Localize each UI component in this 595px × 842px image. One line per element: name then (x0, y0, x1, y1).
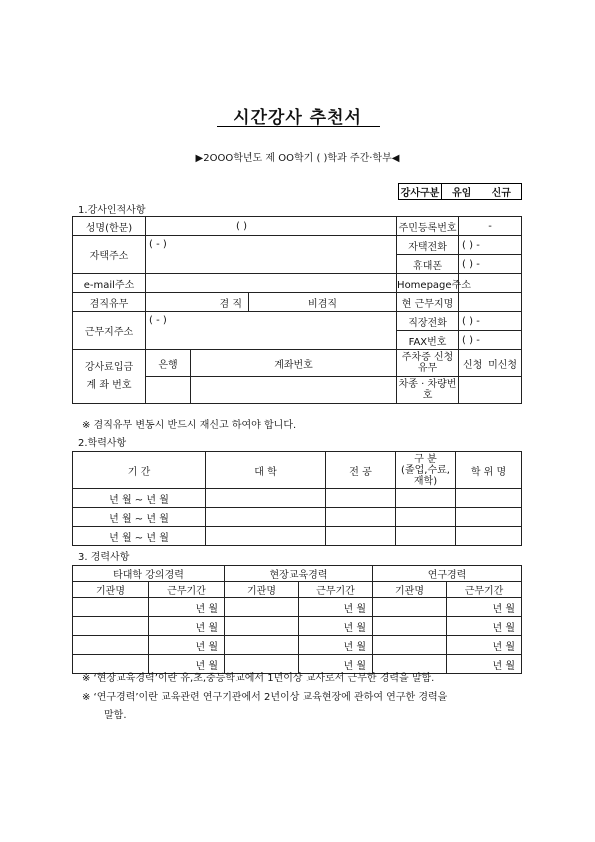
edu-header-major: 전 공 (326, 452, 396, 489)
homepage-label: Homepage주소 (397, 274, 459, 293)
research-note-line1: ※ ‘연구경력’이란 교육관련 연구기관에서 2년이상 교육현장에 관하여 연구한 경력을 (82, 692, 448, 703)
section1-heading: 1.강사인적사항 (78, 205, 146, 216)
section3-heading: 3. 경력사항 (78, 552, 130, 563)
career-period-cell[interactable]: 년 월 (299, 636, 373, 655)
edu-cell[interactable] (326, 508, 396, 527)
career-cell[interactable] (373, 636, 447, 655)
career-table (72, 565, 522, 674)
edu-cell[interactable] (206, 489, 326, 508)
career-cell[interactable] (73, 598, 149, 617)
research-note-line2: 말함. (104, 710, 127, 721)
edu-cell[interactable] (326, 527, 396, 546)
edu-period-cell[interactable]: 년 월 ~ 년 월 (73, 527, 206, 546)
career-cell[interactable] (373, 617, 447, 636)
edu-cell[interactable] (396, 489, 456, 508)
career-cell[interactable] (225, 617, 299, 636)
career-header-org: 기관명 (225, 582, 299, 598)
edu-period-cell[interactable]: 년 월 ~ 년 월 (73, 508, 206, 527)
career-header-period: 근무기간 (447, 582, 522, 598)
career-period-cell[interactable]: 년 월 (447, 617, 522, 636)
job-change-note: ※ 겸직유무 변동시 반드시 재신고 하여야 합니다. (82, 420, 297, 431)
home-address-field[interactable]: ( - ) (146, 236, 397, 274)
career-cell[interactable] (373, 598, 447, 617)
bank-label: 은행 (146, 350, 191, 377)
account-number-field[interactable] (191, 377, 397, 404)
name-label: 성명(한문) (73, 217, 146, 236)
edu-header-university: 대 학 (206, 452, 326, 489)
bank-account-label (73, 350, 146, 404)
edu-header-type-line1: 구 분 (414, 453, 437, 465)
fax-field[interactable]: ( ) - (459, 331, 522, 350)
current-workplace-label: 현 근무지명 (397, 293, 459, 312)
edu-cell[interactable] (456, 489, 522, 508)
work-tel-label: 직장전화 (397, 312, 459, 331)
work-address-label: 근무지주소 (73, 312, 146, 350)
email-label: e-mail주소 (73, 274, 146, 293)
name-field[interactable]: ( ) (146, 217, 397, 236)
edu-header-degree: 학 위 명 (456, 452, 522, 489)
work-tel-field[interactable]: ( ) - (459, 312, 522, 331)
work-address-field[interactable]: ( - ) (146, 312, 397, 350)
page-title: 시간강사 추천서 (233, 108, 362, 128)
career-header-org: 기관명 (73, 582, 149, 598)
career-period-cell[interactable]: 년 월 (149, 617, 225, 636)
career-period-cell[interactable]: 년 월 (149, 655, 225, 674)
title-underline (217, 126, 380, 127)
career-header-org: 기관명 (373, 582, 447, 598)
table-row (73, 527, 522, 546)
career-header-period: 근무기간 (299, 582, 373, 598)
type-new[interactable]: 신규 (482, 184, 522, 200)
edu-cell[interactable] (396, 527, 456, 546)
parking-not-apply-option[interactable]: 미신청 (488, 359, 518, 371)
table-row (73, 636, 522, 655)
parking-options (459, 350, 522, 377)
job-concurrent-option[interactable]: 겸 직 (146, 293, 249, 312)
current-workplace-field[interactable] (459, 293, 522, 312)
parking-label: 주차증 신청유무 (397, 350, 459, 377)
edu-header-type-line3: 재학) (413, 475, 438, 487)
edu-cell[interactable] (456, 527, 522, 546)
bank-account-label-line2: 계 좌 번호 (86, 379, 132, 391)
bank-field[interactable] (146, 377, 191, 404)
career-cell[interactable] (225, 636, 299, 655)
career-period-cell[interactable]: 년 월 (149, 598, 225, 617)
edu-header-type-line2: (졸업,수료, (401, 464, 450, 476)
edu-header-type (396, 452, 456, 489)
edu-period-cell[interactable]: 년 월 ~ 년 월 (73, 489, 206, 508)
job-label: 겸직유무 (73, 293, 146, 312)
car-field[interactable] (459, 377, 522, 404)
career-header-period: 근무기간 (149, 582, 225, 598)
type-reappoint[interactable]: 유임 (442, 184, 482, 200)
career-period-cell[interactable]: 년 월 (447, 636, 522, 655)
table-row (73, 617, 522, 636)
edu-cell[interactable] (326, 489, 396, 508)
field-edu-note: ※ ‘현장교육경력’이란 유,초,중등학교에서 1년이상 교사로서 근무한 경력을 말함. (82, 673, 435, 684)
rrn-label: 주민등록번호 (397, 217, 459, 236)
education-table (72, 451, 522, 546)
section2-heading: 2.학력사항 (78, 438, 127, 449)
type-label: 강사구분 (399, 184, 442, 200)
edu-header-period: 기 간 (73, 452, 206, 489)
career-period-cell[interactable]: 년 월 (447, 655, 522, 674)
career-period-cell[interactable]: 년 월 (299, 617, 373, 636)
home-address-label: 자택주소 (73, 236, 146, 274)
job-nonconcurrent-option[interactable]: 비겸직 (249, 293, 397, 312)
career-cell[interactable] (73, 617, 149, 636)
bank-account-label-line1: 강사료입금 (84, 361, 134, 373)
career-period-cell[interactable]: 년 월 (299, 655, 373, 674)
email-field[interactable] (146, 274, 397, 293)
edu-cell[interactable] (396, 508, 456, 527)
rrn-field[interactable]: - (459, 217, 522, 236)
career-period-cell[interactable]: 년 월 (299, 598, 373, 617)
mobile-label: 휴대폰 (397, 255, 459, 274)
home-tel-field[interactable]: ( ) - (459, 236, 522, 255)
lecturer-type-box (398, 183, 522, 200)
edu-cell[interactable] (206, 527, 326, 546)
fax-label: FAX번호 (397, 331, 459, 350)
account-number-label: 계좌번호 (191, 350, 397, 377)
home-tel-label: 자택전화 (397, 236, 459, 255)
subtitle: ▶2OOO학년도 제 OO학기 ( )학과 주간·학부◀ (195, 153, 400, 164)
career-period-cell[interactable]: 년 월 (149, 636, 225, 655)
edu-cell[interactable] (206, 508, 326, 527)
career-period-cell[interactable]: 년 월 (447, 598, 522, 617)
mobile-field[interactable]: ( ) - (459, 255, 522, 274)
table-row (73, 598, 522, 617)
career-group-field-edu: 현장교육경력 (225, 566, 373, 582)
career-cell[interactable] (225, 598, 299, 617)
car-label: 차종 · 차량번호 (397, 377, 459, 404)
career-group-other-univ: 타대학 강의경력 (73, 566, 225, 582)
parking-apply-option[interactable]: 신청 (463, 359, 483, 371)
career-cell[interactable] (73, 636, 149, 655)
career-group-research: 연구경력 (373, 566, 522, 582)
edu-cell[interactable] (456, 508, 522, 527)
personal-info-table (72, 216, 522, 404)
table-row (73, 508, 522, 527)
table-row (73, 489, 522, 508)
